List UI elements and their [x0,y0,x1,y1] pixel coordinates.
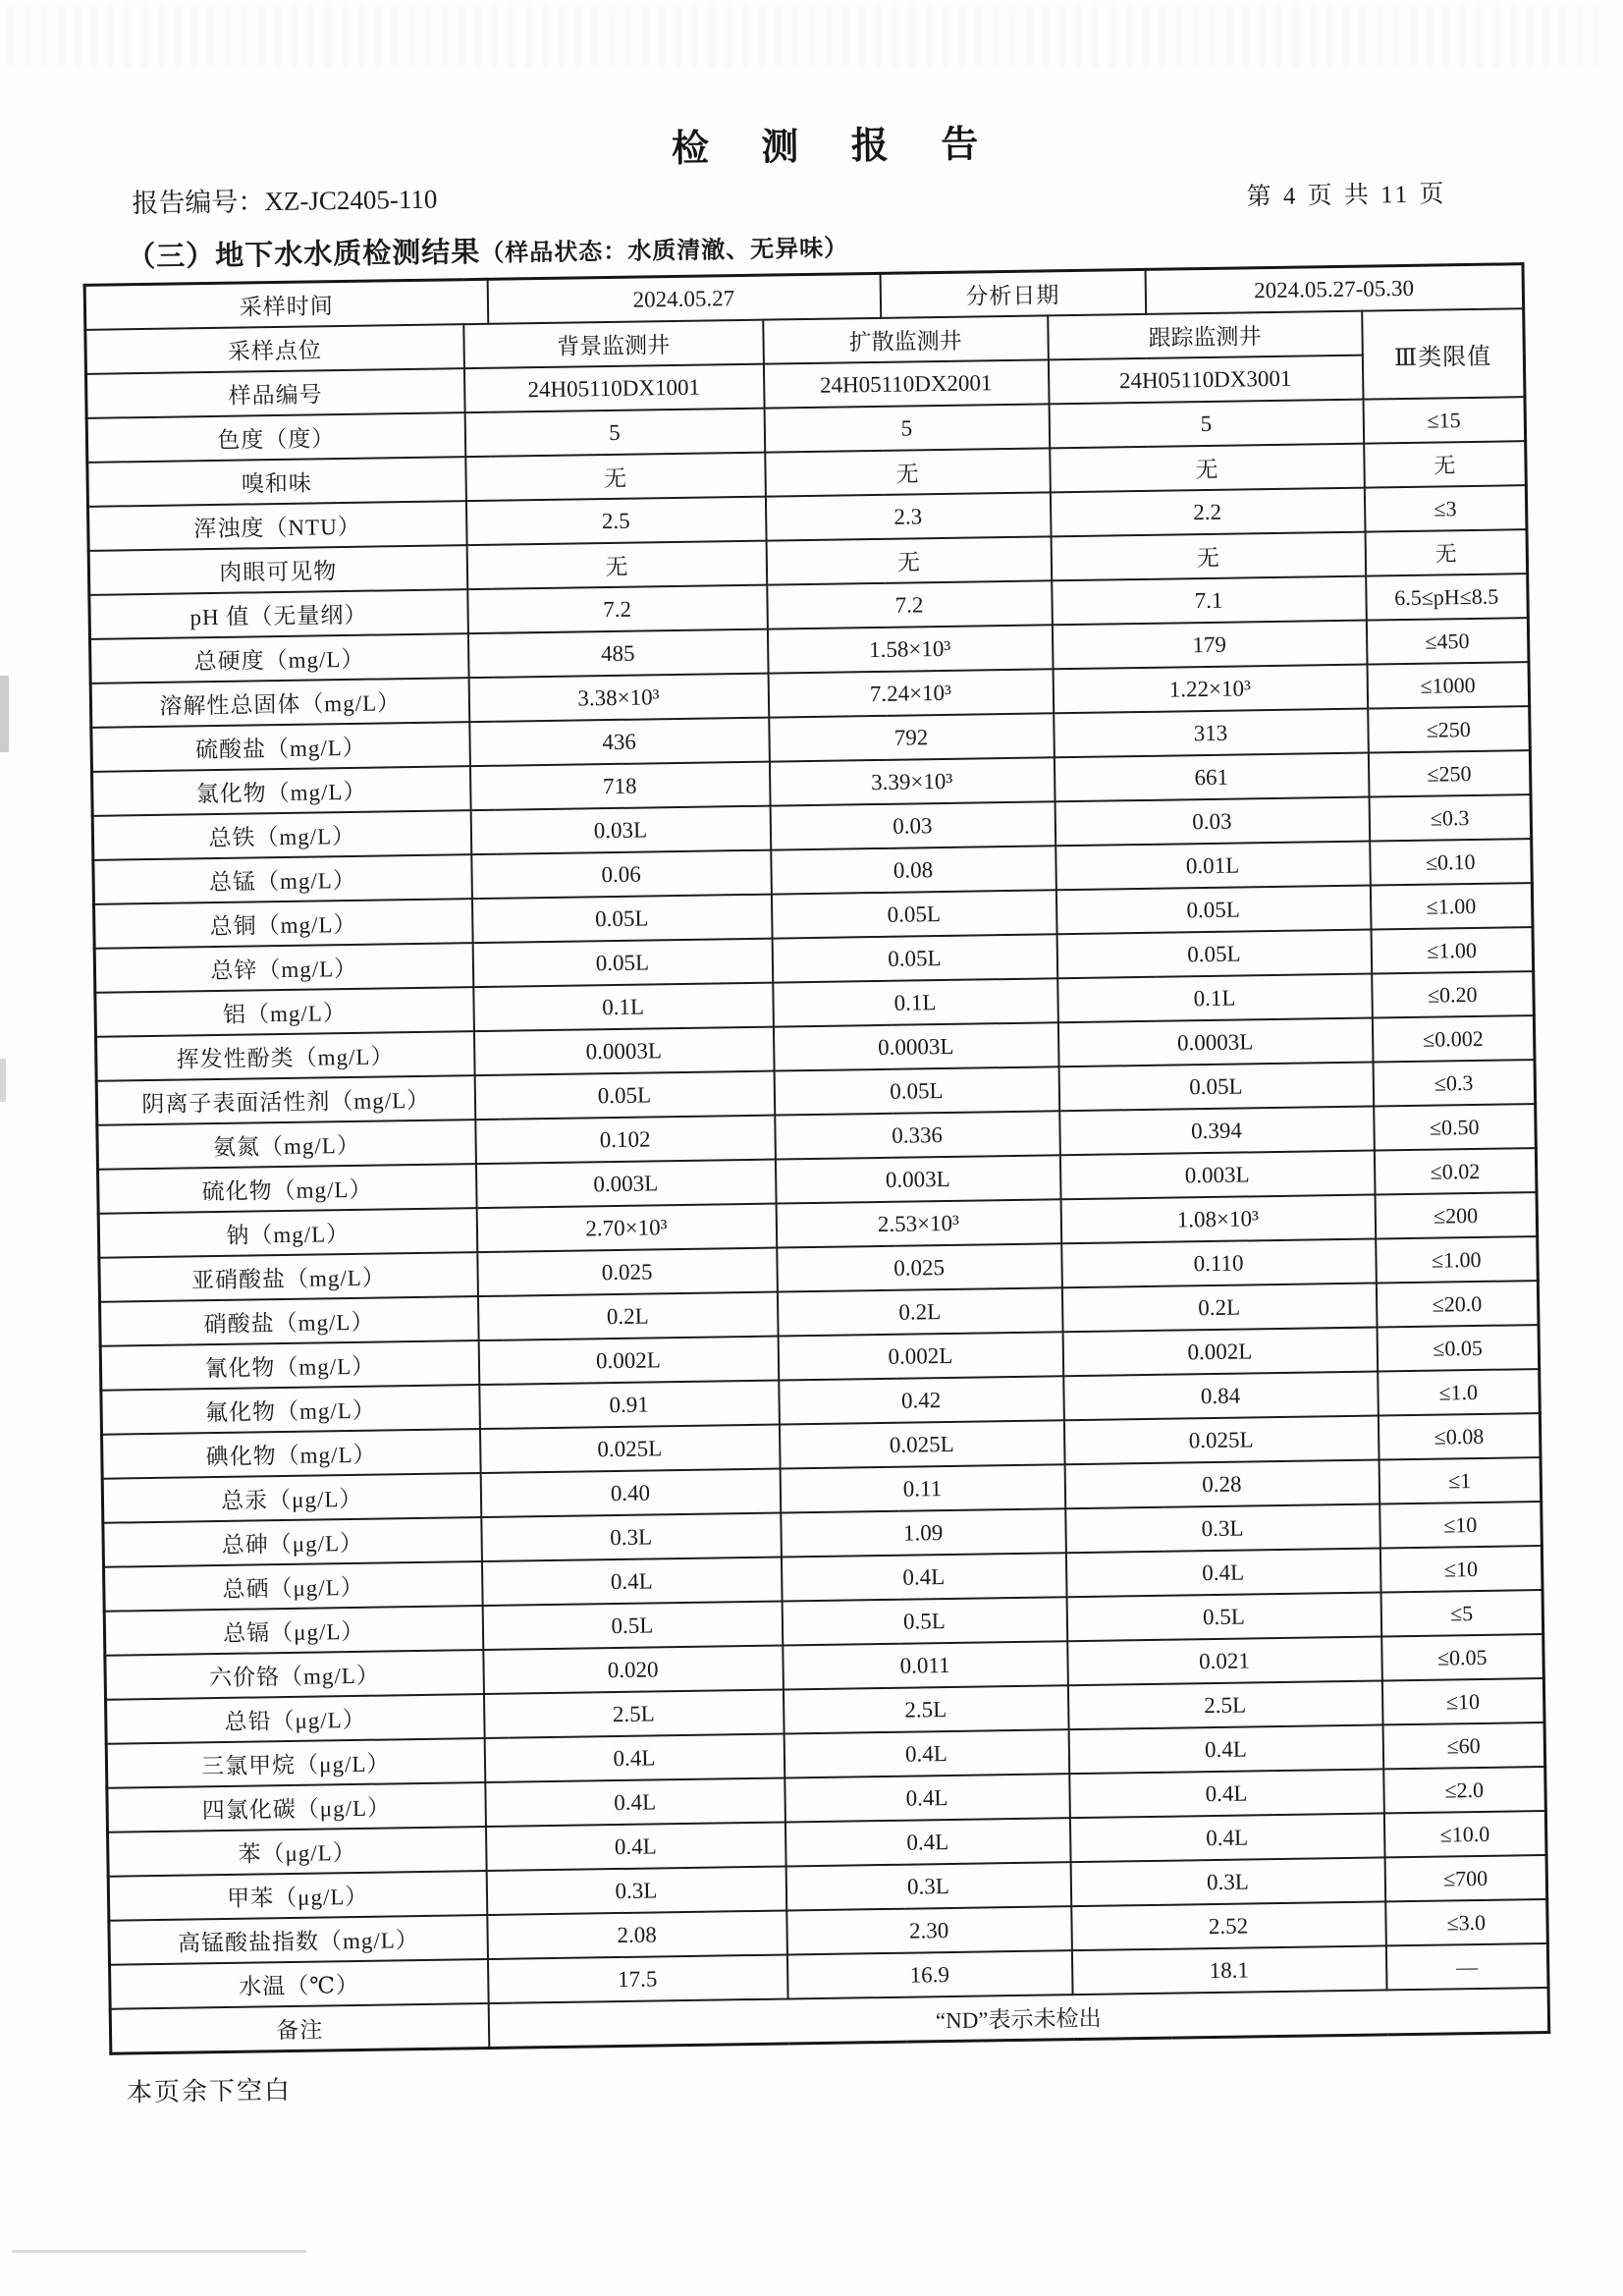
value-cell: 无 [765,448,1051,496]
value-cell: 0.021 [1067,1636,1382,1685]
param-cell: 三氯甲烷（μg/L） [106,1738,485,1788]
limit-cell: ≤10 [1381,1678,1544,1724]
param-cell: 高锰酸盐指数（mg/L） [109,1915,488,1965]
remark-label-cell: 备注 [110,2003,489,2053]
sample-id-cell: 24H05110DX2001 [763,359,1049,408]
param-cell: 阴离子表面活性剂（mg/L） [96,1075,475,1125]
value-cell: 179 [1052,621,1367,670]
value-cell: 0.020 [483,1646,784,1695]
value-cell: 2.5L [1067,1680,1382,1729]
value-cell: 0.08 [771,846,1056,894]
limit-cell: ≤0.05 [1377,1325,1540,1371]
param-cell: 四氯化碳（μg/L） [107,1782,486,1832]
sample-id-cell: 24H05110DX1001 [463,364,764,413]
param-cell: 硝酸盐（mg/L） [100,1296,479,1346]
value-cell: 2.52 [1071,1901,1386,1950]
value-cell: 792 [769,713,1055,761]
footer-note: 本页余下空白 [126,2075,293,2107]
param-cell: 亚硝酸盐（mg/L） [99,1252,478,1302]
limit-cell: — [1385,1943,1548,1990]
value-cell: 0.2L [1061,1284,1377,1333]
param-cell: 嗅和味 [87,457,466,507]
value-cell: 0.0003L [473,1027,774,1076]
value-cell: 0.025L [479,1425,780,1474]
value-cell: 1.22×10³ [1053,665,1368,714]
value-cell: 0.42 [779,1376,1064,1424]
value-cell: 0.4L [1069,1769,1384,1818]
value-cell: 3.38×10³ [468,674,769,723]
value-cell: 0.002L [1062,1328,1378,1377]
value-cell: 0.0003L [773,1022,1058,1070]
value-cell: 0.2L [777,1287,1062,1336]
value-cell: 0.05L [474,1071,775,1121]
value-cell: 2.5L [483,1690,784,1739]
value-cell: 0.05L [771,890,1056,938]
value-cell: 485 [467,629,768,679]
value-cell: 2.70×10³ [476,1204,777,1253]
value-cell: 0.002L [778,1332,1063,1380]
value-cell: 0.91 [479,1381,780,1430]
value-cell: 436 [469,718,770,767]
param-cell: 甲苯（μg/L） [108,1871,487,1921]
value-cell: 0.4L [784,1729,1069,1777]
limit-cell: ≤1.0 [1378,1369,1541,1415]
param-cell: 挥发性酚类（mg/L） [95,1031,474,1081]
limit-cell: ≤0.20 [1372,971,1535,1017]
param-cell: 钠（mg/L） [98,1208,477,1258]
param-cell: 硫酸盐（mg/L） [91,722,470,772]
analysis-date-label-cell: 分析日期 [880,269,1146,318]
section-note: （样品状态：水质清澈、无异味） [480,236,849,267]
limit-cell: ≤1000 [1367,662,1530,708]
value-cell: 0.3L [785,1862,1071,1910]
value-cell: 7.2 [767,580,1053,629]
limit-cell: 无 [1364,441,1527,487]
value-cell: 0.05L [472,939,773,988]
value-cell: 0.1L [1057,974,1373,1023]
scan-edge-mark [12,2250,306,2253]
value-cell: 0.2L [477,1292,778,1341]
param-cell: 氯化物（mg/L） [91,766,470,816]
value-cell: 0.05L [471,895,772,944]
value-cell: 0.003L [1059,1151,1375,1200]
value-cell: 0.11 [780,1464,1065,1512]
limit-cell: ≤10 [1380,1546,1542,1592]
param-cell: 氨氮（mg/L） [97,1120,476,1170]
limit-cell: ≤1.00 [1370,883,1533,929]
value-cell: 0.4L [781,1553,1066,1601]
sampling-time-label-cell: 采样时间 [84,279,488,330]
value-cell: 18.1 [1071,1945,1386,1995]
param-cell: 碘化物（mg/L） [102,1429,481,1479]
sample-id-cell: 24H05110DX3001 [1048,355,1363,405]
value-cell: 0.5L [482,1602,783,1651]
value-cell: 0.4L [481,1558,782,1607]
well-name-cell: 跟踪监测井 [1048,311,1363,360]
param-cell: 肉眼可见物 [88,545,467,595]
value-cell: 0.4L [485,1822,785,1871]
value-cell: 1.08×10³ [1060,1195,1376,1244]
value-cell: 0.5L [1066,1592,1381,1641]
value-cell: 0.3L [486,1866,786,1915]
value-cell: 2.2 [1050,488,1365,537]
param-cell: 总铁（mg/L） [92,810,471,860]
value-cell: 0.4L [1069,1813,1384,1862]
limit-cell: ≤0.3 [1373,1060,1536,1106]
value-cell: 2.5L [783,1685,1068,1733]
value-cell: 无 [1051,532,1366,581]
limit-cell: ≤3.0 [1385,1899,1548,1945]
limit-cell: ≤15 [1363,397,1526,443]
value-cell: 0.06 [471,850,772,900]
limit-cell: ≤20.0 [1376,1281,1539,1327]
value-cell: 0.394 [1059,1107,1375,1156]
value-cell: 2.3 [765,492,1051,540]
value-cell: 16.9 [786,1950,1072,1998]
value-cell: 0.03L [470,806,771,855]
value-cell: 7.24×10³ [768,669,1054,717]
value-cell: 0.4L [1065,1548,1380,1597]
param-cell: 总铜（mg/L） [93,899,472,949]
value-cell: 0.05L [1056,930,1372,979]
value-cell: 0.110 [1061,1239,1377,1288]
value-cell: 2.53×10³ [776,1199,1061,1247]
value-cell: 0.84 [1063,1371,1379,1420]
limit-cell: ≤1.00 [1376,1236,1539,1283]
value-cell: 0.025L [1063,1415,1379,1464]
param-cell: 氟化物（mg/L） [101,1385,480,1435]
value-cell: 1.09 [781,1508,1066,1557]
value-cell: 0.05L [772,934,1057,982]
limit-cell: ≤0.10 [1370,839,1533,885]
value-cell: 0.025 [477,1248,778,1297]
value-cell: 0.1L [473,983,774,1032]
limit-cell: ≤5 [1380,1590,1543,1636]
value-cell: 0.4L [784,1774,1070,1822]
value-cell: 0.05L [774,1066,1059,1115]
value-cell: 5 [764,404,1050,452]
value-cell: 0.4L [784,1818,1070,1866]
limit-cell: ≤250 [1368,750,1531,796]
value-cell: 0.03 [770,801,1055,849]
value-cell: 7.2 [467,585,768,634]
value-cell: 0.4L [484,1734,784,1783]
param-cell: pH 值（无量纲） [89,589,468,639]
analysis-date-value-cell: 2024.05.27-05.30 [1145,264,1524,314]
param-cell: 苯（μg/L） [108,1827,487,1877]
param-cell: 铝（mg/L） [95,987,474,1037]
limit-header-cell: Ⅲ类限值 [1362,308,1525,399]
param-cell: 总锰（mg/L） [93,854,472,904]
param-cell: 六价铬（mg/L） [105,1650,484,1700]
value-cell: 0.40 [480,1469,781,1518]
value-cell: 0.003L [475,1160,776,1209]
value-cell: 2.30 [786,1906,1072,1954]
param-cell: 总铅（μg/L） [106,1694,485,1744]
limit-cell: ≤2.0 [1383,1767,1546,1813]
page-indicator: 第 4 页 共 11 页 [1246,181,1447,211]
value-cell: 0.025L [779,1420,1064,1468]
value-cell: 0.003L [775,1155,1060,1203]
report-title: 检 测 报 告 [671,124,1001,171]
limit-cell: ≤3 [1364,485,1527,531]
value-cell: 0.1L [773,978,1058,1026]
well-name-cell: 扩散监测井 [763,315,1049,363]
param-cell: 总硬度（mg/L） [89,633,468,683]
value-cell: 0.025 [777,1243,1062,1291]
limit-cell: ≤0.05 [1381,1634,1544,1680]
report-number-label: 报告编号： [132,187,265,219]
value-cell: 0.336 [775,1111,1060,1159]
limit-cell: ≤10.0 [1383,1811,1546,1857]
value-cell: 17.5 [487,1954,787,2003]
results-table [83,262,1551,2055]
limit-cell: ≤250 [1368,706,1531,752]
value-cell: 718 [469,762,770,811]
param-cell: 色度（度） [86,412,465,463]
limit-cell: ≤10 [1380,1502,1542,1548]
value-cell: 0.011 [783,1641,1068,1689]
param-cell: 水温（℃） [110,1959,489,2009]
sample-id-label-cell: 样品编号 [85,368,464,418]
value-cell: 0.4L [1068,1724,1383,1774]
report-number [132,178,438,221]
value-cell: 无 [465,453,766,502]
value-cell: 0.05L [1058,1063,1374,1112]
value-cell: 0.102 [475,1116,776,1165]
param-cell: 总砷（μg/L） [103,1517,482,1567]
value-cell: 3.39×10³ [769,757,1055,805]
limit-cell: ≤1 [1379,1457,1542,1503]
param-cell: 总硒（μg/L） [104,1561,483,1612]
value-cell: 0.01L [1055,842,1371,891]
param-cell: 硫化物（mg/L） [98,1164,477,1214]
value-cell: 0.03 [1055,797,1370,847]
remark-cell: “ND”表示未检出 [488,1988,1549,2049]
value-cell: 0.3L [1070,1857,1385,1906]
value-cell: 无 [466,541,767,590]
value-cell: 0.0003L [1057,1018,1373,1067]
value-cell: 0.05L [1055,886,1371,935]
limit-cell: ≤450 [1366,618,1529,664]
report-number-value: XZ-JC2405-110 [264,184,438,217]
value-cell: 5 [1049,400,1364,449]
value-cell: 无 [766,536,1052,584]
limit-cell: ≤0.02 [1374,1148,1537,1194]
param-cell: 氰化物（mg/L） [100,1340,479,1391]
sampling-time-value-cell: 2024.05.27 [487,273,881,323]
param-cell: 总锌（mg/L） [94,943,473,993]
limit-cell: 6.5≤pH≤8.5 [1366,574,1529,620]
section-title: （三）地下水水质检测结果 [126,236,481,274]
value-cell: 无 [1050,444,1365,493]
value-cell: 0.3L [1065,1503,1380,1553]
limit-cell: ≤0.50 [1374,1104,1537,1150]
value-cell: 7.1 [1052,576,1367,626]
limit-cell: ≤0.08 [1378,1413,1541,1459]
param-cell: 总镉（μg/L） [104,1606,483,1656]
param-cell: 溶解性总固体（mg/L） [90,678,469,728]
value-cell: 313 [1054,709,1369,758]
value-cell: 661 [1054,753,1369,802]
limit-cell: ≤0.3 [1369,794,1532,841]
limit-cell: ≤0.002 [1372,1015,1535,1062]
value-cell: 2.08 [487,1910,787,1959]
limit-cell: 无 [1365,529,1528,575]
param-cell: 总汞（μg/L） [102,1473,481,1523]
value-cell: 2.5 [465,497,766,546]
well-name-cell: 背景监测井 [463,320,764,369]
value-cell: 1.58×10³ [767,625,1053,673]
value-cell: 0.3L [481,1513,782,1562]
limit-cell: ≤1.00 [1371,927,1534,973]
value-cell: 5 [464,409,765,458]
value-cell: 0.002L [478,1337,779,1386]
sampling-point-label-cell: 采样点位 [85,324,464,374]
param-cell: 浑浊度（NTU） [87,501,466,551]
limit-cell: ≤700 [1384,1855,1547,1901]
limit-cell: ≤200 [1375,1192,1538,1238]
limit-cell: ≤60 [1382,1722,1545,1769]
value-cell: 0.28 [1064,1459,1380,1508]
value-cell: 0.4L [485,1778,785,1828]
value-cell: 0.5L [782,1597,1067,1645]
